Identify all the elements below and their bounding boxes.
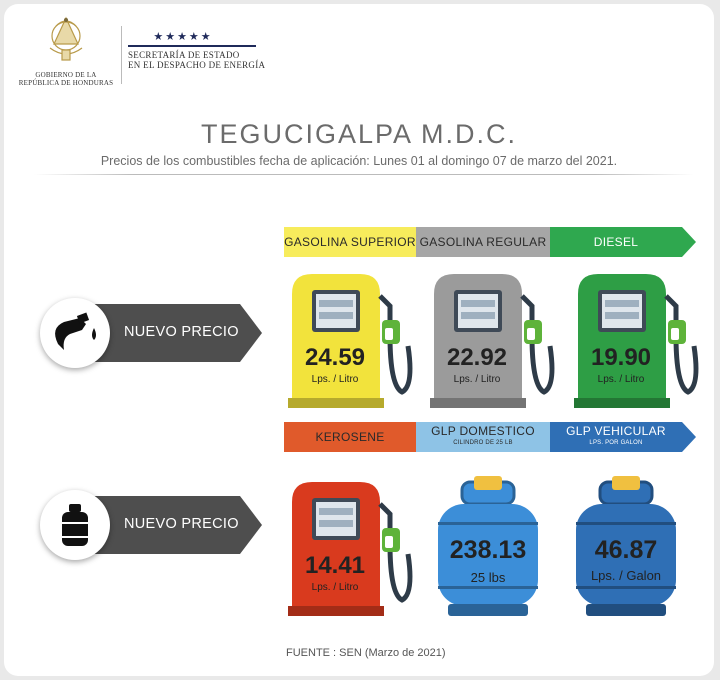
infographic-card — [4, 4, 714, 676]
pump-base — [430, 398, 526, 408]
pump-screen-line — [461, 300, 495, 307]
pump-nozzle-grip — [385, 536, 393, 548]
secretaria-line2: EN EL DESPACHO DE ENERGÍA — [128, 60, 266, 70]
pump-screen-line — [319, 300, 353, 307]
pump-hose — [390, 544, 410, 600]
pump-screen-line — [319, 508, 353, 515]
tab-arrow-tip — [682, 422, 696, 452]
price-diesel: 19.90 — [590, 344, 652, 371]
row1-badge-label: NUEVO PRECIO — [124, 324, 239, 340]
unit-kerosene: Lps. / Litro — [311, 582, 359, 593]
gov-label-line2: REPÚBLICA DE HONDURAS — [18, 79, 114, 87]
row2-tabs — [284, 422, 696, 452]
pump-nozzle-grip — [527, 328, 535, 340]
cylinder-valve — [474, 476, 502, 490]
fuel-pump-icon — [428, 266, 558, 411]
cylinder-foot — [586, 604, 666, 616]
pump-kerosene — [286, 474, 416, 619]
pump-hose — [390, 336, 410, 392]
row1-tabs — [284, 227, 696, 257]
unit-gasolina-superior: Lps. / Litro — [311, 374, 359, 385]
pump-screen-line — [605, 300, 639, 307]
stars-icon: ★★★★★ — [153, 31, 213, 43]
pump-nozzle-grip — [385, 328, 393, 340]
tab-glp-vehicular-sub: LPS. POR GALON — [589, 440, 643, 446]
price-kerosene: 14.41 — [304, 552, 366, 579]
fuel-pump-icon — [572, 266, 702, 411]
row2-badge-label: NUEVO PRECIO — [124, 516, 239, 532]
pump-screen — [316, 502, 356, 536]
price-glp-domestico: 238.13 — [449, 536, 527, 564]
pump-diesel — [572, 266, 702, 411]
pump-base — [574, 398, 670, 408]
pump-screen — [602, 294, 642, 328]
cylinder-band — [438, 522, 538, 525]
secretaria-line1: SECRETARÍA DE ESTADO — [128, 50, 240, 60]
pump-screen — [458, 294, 498, 328]
price-gasolina-superior: 24.59 — [304, 344, 366, 371]
tab-glp-vehicular — [550, 422, 682, 452]
unit-diesel: Lps. / Litro — [597, 374, 645, 385]
tab-glp-domestico-label: GLP DOMESTICO — [431, 424, 535, 438]
price-gasolina-regular: 22.92 — [446, 344, 508, 371]
pump-base — [288, 606, 384, 616]
pump-hose — [532, 336, 552, 392]
pump-hose-top — [522, 296, 532, 322]
cylinder-valve — [612, 476, 640, 490]
pump-hose — [676, 336, 696, 392]
tab-arrow-tip — [682, 227, 696, 257]
pump-screen-line — [319, 520, 353, 527]
government-logo — [16, 14, 116, 87]
title-divider — [34, 174, 694, 175]
header-divider — [121, 26, 122, 84]
unit-glp-vehicular: Lps. / Galon — [590, 568, 662, 583]
pump-gasolina-superior — [286, 266, 416, 411]
price-period-subtitle: Precios de los combustibles fecha de aplicación: Lunes 01 al domingo 07 de marzo del 2021. — [100, 154, 618, 168]
fuel-pump-icon — [286, 266, 416, 411]
pump-base — [288, 398, 384, 408]
tab-glp-domestico — [416, 422, 550, 452]
gas-cylinder-icon — [40, 490, 110, 560]
pump-screen-line — [319, 312, 353, 319]
cylinder-foot — [448, 604, 528, 616]
fuel-nozzle-icon — [40, 298, 110, 368]
unit-gasolina-regular: Lps. / Litro — [453, 374, 501, 385]
pump-screen-line — [461, 312, 495, 319]
unit-glp-domestico: 25 lbs — [470, 570, 506, 585]
city-title: TEGUCIGALPA M.D.C. — [200, 119, 518, 149]
secretaria-underline — [128, 45, 256, 47]
row1-badge — [40, 298, 270, 368]
row2-badge — [40, 490, 270, 560]
pump-screen-line — [605, 312, 639, 319]
pump-nozzle-grip — [671, 328, 679, 340]
pump-hose-top — [380, 296, 390, 322]
pump-screen — [316, 294, 356, 328]
cylinder-band — [576, 522, 676, 525]
coat-of-arms-icon — [16, 14, 116, 66]
tab-glp-vehicular-label: GLP VEHICULAR — [566, 424, 666, 438]
badge-circle — [40, 490, 110, 560]
price-glp-vehicular: 46.87 — [594, 536, 658, 564]
tab-diesel: DIESEL — [550, 227, 682, 257]
gov-label-line1: GOBIERNO DE LA — [35, 71, 97, 79]
cylinder-glp-vehicular — [566, 474, 686, 619]
pump-hose-top — [380, 504, 390, 530]
badge-circle — [40, 298, 110, 368]
tab-gasolina-superior: GASOLINA SUPERIOR — [284, 227, 416, 257]
pump-gasolina-regular — [428, 266, 558, 411]
fuel-pump-icon — [286, 474, 416, 619]
pump-hose-top — [666, 296, 676, 322]
tab-glp-domestico-sub: CILINDRO DE 25 LB — [453, 440, 513, 446]
cylinder-band — [438, 586, 538, 589]
secretaria-label — [128, 30, 278, 70]
source-footer: FUENTE : SEN (Marzo de 2021) — [286, 647, 446, 659]
cylinder-glp-domestico — [428, 474, 548, 619]
tab-kerosene: KEROSENE — [284, 422, 416, 452]
cylinder-band — [576, 586, 676, 589]
tab-gasolina-regular: GASOLINA REGULAR — [416, 227, 550, 257]
